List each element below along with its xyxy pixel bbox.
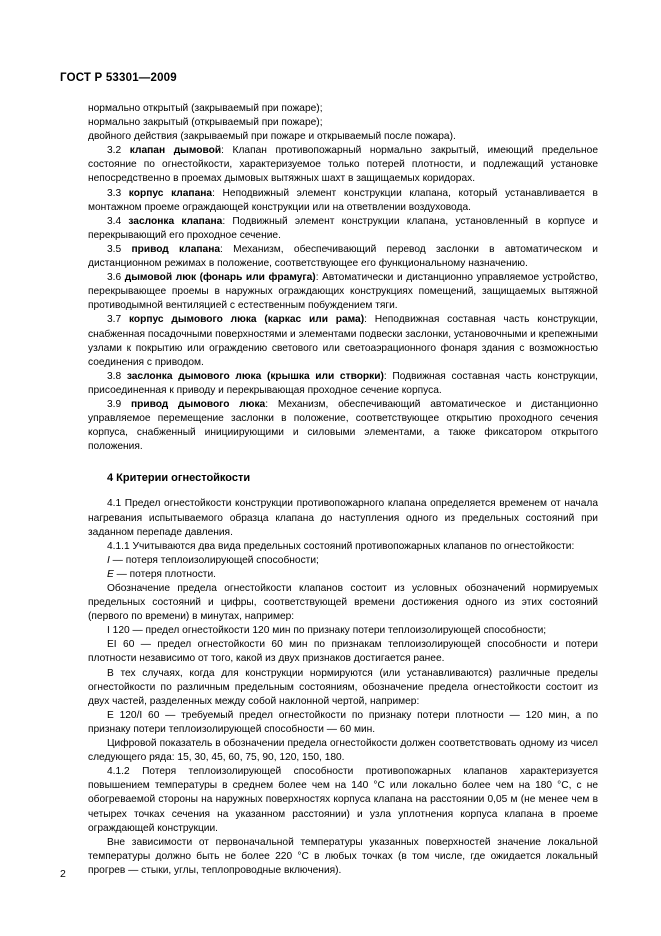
criterion-symbol: I: [107, 554, 110, 566]
term-text: : Механизм, обеспечивающий автоматическое и дистанционно управляемое перемещение заслонки в положение, соответствующее открытию проходного сечения корпуса, снабженный инициирующими и силовыми элементами, а также фиксатором открытого положения.: [88, 398, 598, 453]
section-heading: 4 Критерии огнестойкости: [107, 472, 251, 485]
term-definition: [88, 187, 598, 215]
term-name: корпус клапана: [128, 187, 213, 199]
term-definition: [88, 398, 598, 454]
term-text: : Клапан противопожарный нормально закрытый, имеющий предельное состояние по огнестойкости, характеризуемое только потерей плотности, и подлежащий установке непосредственно в проемах дымовых вытяжных шахт в защищаемых коридорах.: [88, 145, 598, 185]
term-text: : Неподвижный элемент конструкции клапана, который устанавливается в монтажном проеме ограждающей конструкции или на ответвлении воздуховода.: [88, 187, 598, 213]
term-number: 3.6: [107, 272, 125, 284]
term-text: : Подвижный элемент конструкции клапана, установленный в корпусе и перекрывающий его проходное сечение.: [88, 215, 598, 241]
term-text: : Неподвижная составная часть конструкции, снабженная посадочными поверхностями и элементами подвески заслонки, установочными и крепежными узлами к покрытию или ограждению светового или светоаэрационного фонаря здания с возможностью соединения с приводом.: [88, 314, 598, 368]
criterion-text: — потеря плотности.: [113, 568, 216, 580]
criterion-symbol: E: [107, 568, 114, 580]
paragraph: нормально открытый (закрываемый при пожаре);: [88, 103, 323, 114]
page-number: 2: [60, 868, 66, 880]
term-name: дымовой люк (фонарь или фрамуга): [124, 272, 316, 284]
term-name: привод дымового люка: [130, 398, 266, 410]
term-name: клапан дымовой: [129, 145, 222, 157]
term-number: 3.4: [107, 215, 129, 227]
term-definition: [88, 271, 598, 313]
paragraph: Обозначение предела огнестойкости клапанов состоит из условных обозначений нормируемых предельных состояний и цифры, соответствующей времени достижения одного из этих состояний (первого по времени) в минутах, например:: [88, 583, 598, 623]
term-definition: [88, 144, 598, 186]
page-content: [88, 102, 598, 878]
page-header: ГОСТ Р 53301—2009: [60, 72, 177, 84]
term-text: : Автоматически и дистанционно управляемое устройство, перекрывающее проемы в наружных ограждающих конструкциях помещений, защищаемых вытяжной противодымной вентиляцией с естественным побуждением тяги.: [88, 272, 598, 312]
term-text: : Механизм, обеспечивающий перевод заслонки в автоматическом и дистанционном режимах в положение, соответствующее его функциональному назначению.: [88, 243, 599, 270]
paragraph: двойного действия (закрываемый при пожаре и открываемый после пожара).: [88, 131, 456, 143]
term-number: 3.7: [107, 314, 129, 326]
criterion-text: — потеря теплоизолирующей способности;: [109, 554, 319, 566]
term-number: 3.5: [107, 243, 132, 255]
paragraph: В тех случаях, когда для конструкции нормируются (или устанавливаются) различные пределы огнестойкости по различным предельным состояниям, обозначение предела огнестойкости состоит из двух частей, разделенных между собой наклонной чертой, например:: [88, 667, 598, 707]
term-definition: [88, 370, 598, 398]
paragraph: 4.1.1 Учитываются два вида предельных состояний противопожарных клапанов по огнестойкости:: [107, 540, 575, 552]
paragraph: 4.1 Предел огнестойкости конструкции противопожарного клапана определяется временем от начала нагревания испытываемого образца клапана до наступления одного из предельных состояний при заданном перепаде давления.: [88, 498, 598, 538]
term-text: : Подвижная составная часть конструкции, присоединенная к приводу и перекрывающая проходное сечение корпуса.: [88, 370, 599, 396]
term-name: заслонка дымового люка (крышка или створки): [126, 370, 384, 382]
term-number: 3.3: [107, 187, 129, 199]
paragraph: I 120 — предел огнестойкости 120 мин по признаку потери теплоизолирующей способности;: [107, 625, 547, 637]
paragraph: [88, 568, 598, 582]
term-definition: [88, 243, 598, 271]
paragraph: EI 60 — предел огнестойкости 60 мин по признакам теплоизолирующей способности и потери плотности независимо от того, какой из двух признаков достигается ранее.: [88, 639, 598, 665]
term-name: привод клапана: [131, 243, 221, 255]
term-name: корпус дымового люка (каркас или рама): [128, 314, 365, 326]
term-number: 3.8: [107, 370, 127, 382]
paragraph: Вне зависимости от первоначальной температуры указанных поверхностей значение локальной температуры должно быть не более 220 °С в любых точках (в том числе, где ожидается локальный прогрев — стыки, углы, теплопроводные включения).: [88, 836, 598, 876]
paragraph: нормально закрытый (открываемый при пожаре);: [88, 117, 323, 129]
term-definition: [88, 313, 598, 369]
paragraph: E 120/I 60 — требуемый предел огнестойкости по признаку потери плотности — 120 мин, а по признаку потери теплоизолирующей способности — 60 мин.: [88, 709, 598, 735]
term-number: 3.9: [107, 398, 131, 410]
term-name: заслонка клапана: [128, 215, 223, 227]
term-number: 3.2: [107, 145, 130, 157]
term-definition: [88, 215, 598, 243]
paragraph: Цифровой показатель в обозначении предела огнестойкости должен соответствовать одному из чисел следующего ряда: 15, 30, 45, 60, 75, 90, 120, 150, 180.: [88, 738, 598, 764]
paragraph: [88, 554, 598, 568]
paragraph: 4.1.2 Потеря теплоизолирующей способности противопожарных клапанов характеризуется повышением температуры в среднем более чем на 140 °С или локально более чем на 180 °С, с не обогреваемой стороны на наружных поверхностях корпуса клапана на расстоянии 0,05 м (не менее чем в четырех точках сечения на указанном расстоянии) и узла уплотнения корпуса клапана в проеме ограждающей конструкции.: [88, 766, 598, 834]
